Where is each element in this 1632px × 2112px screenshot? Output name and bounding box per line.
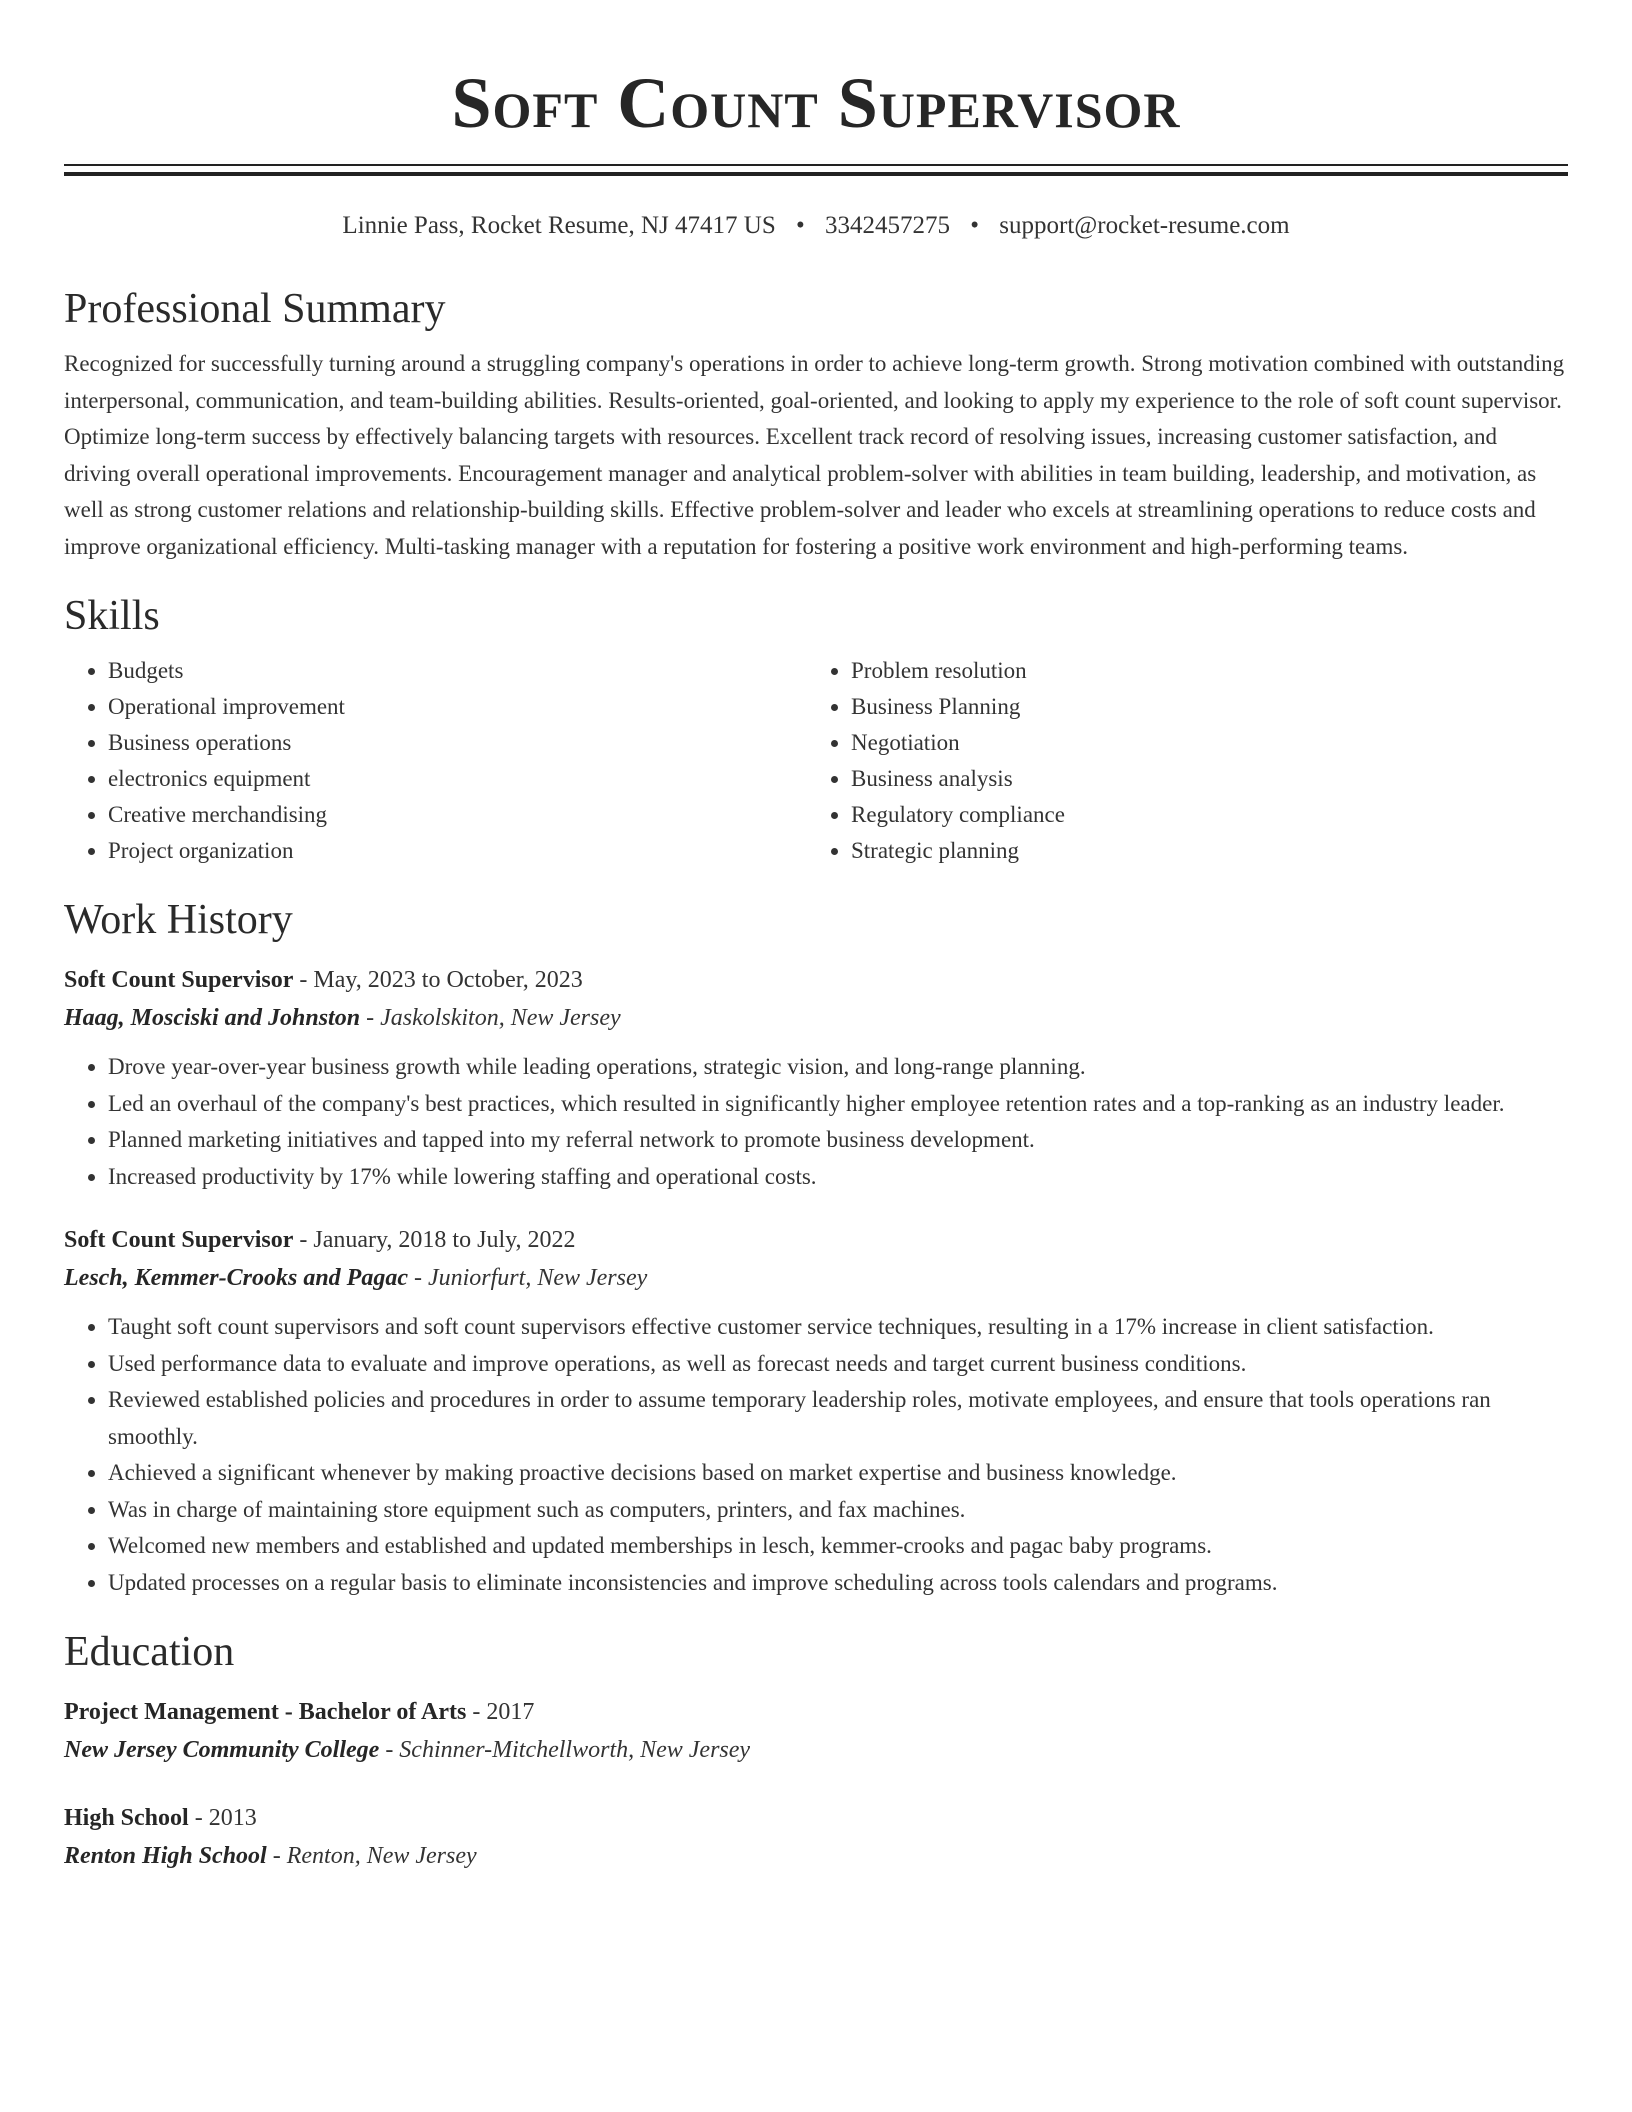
skills-list: [64, 653, 1568, 869]
job-bullets: [64, 1309, 1568, 1601]
skill-item: • Negotiation: [851, 725, 1550, 761]
education-year: - 2013: [188, 1805, 257, 1831]
job-bullet: • Updated processes on a regular basis to eliminate inconsistencies and improve scheduling across tools calendars and programs.: [108, 1565, 1568, 1602]
education-degree: Project Management - Bachelor of Arts: [64, 1699, 467, 1725]
job-location: - Jaskolskiton, New Jersey: [360, 1005, 621, 1031]
job-bullet: • Used performance data to evaluate and improve operations, as well as forecast needs and target current business conditions.: [108, 1346, 1568, 1383]
job-dates: - May, 2023 to October, 2023: [293, 967, 583, 993]
job-bullet: • Increased productivity by 17% while lowering staffing and operational costs.: [108, 1159, 1568, 1196]
skills-column-left: [64, 653, 807, 869]
job-bullet: • Was in charge of maintaining store equipment such as computers, printers, and fax machines.: [108, 1492, 1568, 1529]
job-bullet: • Achieved a significant whenever by making proactive decisions based on market expertise and business knowledge.: [108, 1455, 1568, 1492]
job-location: - Juniorfurt, New Jersey: [407, 1265, 648, 1291]
contact-line: [64, 210, 1568, 242]
skills-heading: Skills: [64, 593, 160, 639]
job-bullet: • Welcomed new members and established and updated memberships in lesch, kemmer-crooks and pagac baby programs.: [108, 1528, 1568, 1565]
job-entry: [64, 1221, 1568, 1601]
job-bullet: • Taught soft count supervisors and soft count supervisors effective customer service techniques, resulting in a 17% increase in client satisfaction.: [108, 1309, 1568, 1346]
education-heading: Education: [64, 1629, 235, 1675]
education-entry: [64, 1799, 1568, 1875]
title-rule-thick: [64, 172, 1568, 176]
job-company: Haag, Mosciski and Johnston: [64, 1005, 361, 1031]
job-company: Lesch, Kemmer-Crooks and Pagac: [64, 1265, 408, 1291]
education-location: - Schinner-Mitchellworth, New Jersey: [379, 1737, 751, 1763]
skill-item: • Project organization: [108, 833, 807, 869]
job-bullet: • Led an overhaul of the company's best practices, which resulted in significantly higher employee retention rates and a top-ranking as an industry leader.: [108, 1086, 1568, 1123]
education-school-line: [64, 1837, 1568, 1875]
job-bullets: [64, 1049, 1568, 1195]
skill-item: • Regulatory compliance: [851, 797, 1550, 833]
skill-item: • Creative merchandising: [108, 797, 807, 833]
education-year: - 2017: [466, 1699, 535, 1725]
job-header: [64, 961, 1568, 999]
education-location: - Renton, New Jersey: [266, 1843, 477, 1869]
skill-item: • Business Planning: [851, 689, 1550, 725]
education-header: [64, 1693, 1568, 1731]
education-school: New Jersey Community College: [64, 1737, 380, 1763]
title-rule-thin: [64, 164, 1568, 166]
summary-text: Recognized for successfully turning around a struggling company's operations in order to achieve long-term growth. Strong motivation combined with outstanding interpersonal, communication, and team-building abilities. Results-oriented, goal-oriented, and looking to apply my experience to the role of soft count supervisor. Optimize long-term success by effectively balancing targets with resources. Excellent track record of resolving issues, increasing customer satisfaction, and driving overall operational improvements. Encouragement manager and analytical problem-solver with abilities in team building, leadership, and motivation, as well as strong customer relations and relationship-building skills. Effective problem-solver and leader who excels at streamlining operations to reduce costs and improve organizational efficiency. Multi-tasking manager with a reputation for fostering a positive work environment and high-performing teams.: [64, 351, 1565, 559]
education-school-line: [64, 1731, 1568, 1769]
job-company-line: [64, 1259, 1568, 1297]
job-role: Soft Count Supervisor: [64, 967, 294, 993]
education-header: [64, 1799, 1568, 1837]
job-company-line: [64, 999, 1568, 1037]
skill-item: • Business analysis: [851, 761, 1550, 797]
contact-phone: 3342457275: [825, 212, 951, 239]
job-bullet: • Reviewed established policies and procedures in order to assume temporary leadership roles, motivate employees, and ensure that tools operations ran smoothly.: [108, 1382, 1568, 1455]
education-school: Renton High School: [64, 1843, 267, 1869]
resume-title: Soft Count Supervisor: [451, 63, 1181, 143]
skills-column-right: [807, 653, 1550, 869]
skill-item: • Problem resolution: [851, 653, 1550, 689]
skill-item: • Business operations: [108, 725, 807, 761]
job-entry: [64, 961, 1568, 1195]
contact-address: Linnie Pass, Rocket Resume, NJ 47417 US: [342, 212, 776, 239]
education-entry: [64, 1693, 1568, 1769]
skill-item: • Strategic planning: [851, 833, 1550, 869]
skill-item: • Operational improvement: [108, 689, 807, 725]
work-heading: Work History: [64, 897, 293, 943]
contact-separator: •: [970, 212, 980, 239]
resume-content: [64, 0, 1568, 1875]
job-dates: - January, 2018 to July, 2022: [293, 1227, 576, 1253]
job-header: [64, 1221, 1568, 1259]
skill-item: • electronics equipment: [108, 761, 807, 797]
job-bullet: • Drove year-over-year business growth while leading operations, strategic vision, and long-range planning.: [108, 1049, 1568, 1086]
job-role: Soft Count Supervisor: [64, 1227, 294, 1253]
contact-email: support@rocket-resume.com: [999, 212, 1290, 239]
contact-separator: •: [796, 212, 805, 239]
skill-item: • Budgets: [108, 653, 807, 689]
summary-heading: Professional Summary: [64, 286, 446, 332]
education-degree: High School: [64, 1805, 189, 1831]
job-bullet: • Planned marketing initiatives and tapped into my referral network to promote business development.: [108, 1122, 1568, 1159]
